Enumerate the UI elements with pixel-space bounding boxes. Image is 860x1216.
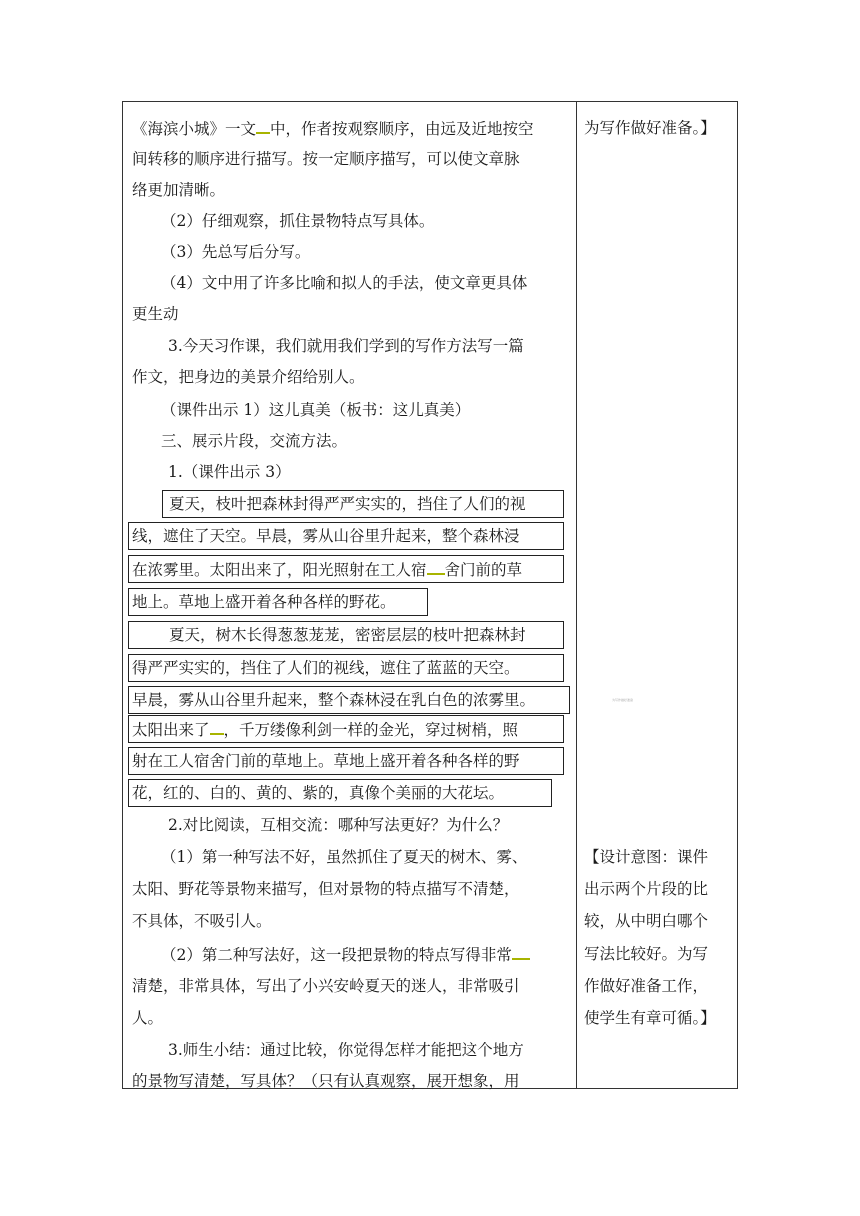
design-note-line: 作做好准备工作， bbox=[584, 977, 709, 995]
column-divider bbox=[576, 101, 577, 1089]
design-note-line: 【设计意图：课件 bbox=[584, 848, 709, 866]
excerpt-line: 花，红的、白的、黄的、紫的，真像个美丽的大花坛。 bbox=[132, 784, 505, 802]
paragraph-line: 3.今天习作课，我们就用我们学到的写作方法写一篇 bbox=[168, 337, 524, 355]
excerpt-line: 早晨，雾从山谷里升起来，整个森林浸在乳白色的浓雾里。 bbox=[132, 691, 536, 709]
paragraph-line: 络更加清晰。 bbox=[132, 181, 226, 199]
excerpt-line: 线，遮住了天空。早晨，雾从山谷里升起来，整个森林浸 bbox=[132, 527, 520, 545]
paragraph-line: （课件出示 1）这儿真美（板书：这儿真美） bbox=[161, 401, 471, 419]
paragraph-line: 《海滨小城》一文 中，作者按观察顺序，由远及近地按空 bbox=[132, 120, 534, 138]
design-note-line: 较，从中明白哪个 bbox=[584, 912, 709, 930]
paragraph-line: （2）第二种写法好，这一段把景物的特点写得非常 bbox=[161, 944, 530, 965]
excerpt-line: 夏天，枝叶把森林封得严严实实的，挡住了人们的视 bbox=[169, 495, 526, 513]
paragraph-line: 更生动 bbox=[132, 305, 179, 323]
excerpt-line: 地上。草地上盛开着各种各样的野花。 bbox=[132, 593, 396, 611]
paragraph-line: （3）先总写后分写。 bbox=[161, 243, 311, 261]
paragraph-line: 的景物写清楚，写具体？（只有认真观察，展开想象，用 bbox=[132, 1072, 520, 1090]
excerpt-line: 太阳出来了 ，千万缕像利剑一样的金光，穿过树梢，照 bbox=[132, 721, 519, 739]
blank-underline bbox=[210, 719, 224, 735]
paragraph-line: 2.对比阅读，互相交流：哪种写法更好？为什么？ bbox=[168, 816, 509, 834]
paragraph-line: 作文，把身边的美景介绍给别人。 bbox=[132, 368, 365, 386]
paragraph-line: （2）仔细观察，抓住景物特点写具体。 bbox=[161, 212, 435, 230]
paragraph-line: 清楚，非常具体，写出了小兴安岭夏天的迷人，非常吸引 bbox=[132, 977, 520, 995]
excerpt-line: 射在工人宿舍门前的草地上。草地上盛开着各种各样的野 bbox=[132, 752, 520, 770]
design-note-line: 使学生有章可循。】 bbox=[584, 1009, 716, 1027]
design-note-line: 写法比较好。为写 bbox=[584, 945, 709, 963]
design-note-line: 出示两个片段的比 bbox=[584, 880, 709, 898]
faint-mark: 为写作做好准备 bbox=[612, 698, 634, 702]
blank-underline bbox=[512, 944, 530, 960]
paragraph-line: 1.（课件出示 3） bbox=[168, 463, 291, 481]
excerpt-line: 在浓雾里。太阳出来了，阳光照射在工人宿 舍门前的草 bbox=[132, 561, 523, 579]
excerpt-line: 得严严实实的，挡住了人们的视线，遮住了蓝蓝的天空。 bbox=[132, 659, 520, 677]
paragraph-line: 太阳、野花等景物来描写，但对景物的特点描写不清楚， bbox=[132, 880, 520, 898]
paragraph-line: 3.师生小结：通过比较，你觉得怎样才能把这个地方 bbox=[168, 1041, 524, 1059]
paragraph-line: 人。 bbox=[132, 1009, 164, 1027]
excerpt-line: 夏天，树木长得葱葱茏茏，密密层层的枝叶把森林封 bbox=[169, 626, 526, 644]
design-note-end: 为写作做好准备。】 bbox=[584, 119, 716, 137]
paragraph-line: 间转移的顺序进行描写。按一定顺序描写，可以使文章脉 bbox=[132, 150, 520, 168]
paragraph-line: （1）第一种写法不好，虽然抓住了夏天的树木、雾、 bbox=[161, 848, 528, 866]
paragraph-line: （4）文中用了许多比喻和拟人的手法，使文章更具体 bbox=[161, 274, 528, 292]
blank-underline bbox=[256, 118, 270, 134]
blank-underline bbox=[427, 559, 445, 575]
section-heading: 三、展示片段，交流方法。 bbox=[161, 432, 348, 450]
paragraph-line: 不具体，不吸引人。 bbox=[132, 912, 272, 930]
